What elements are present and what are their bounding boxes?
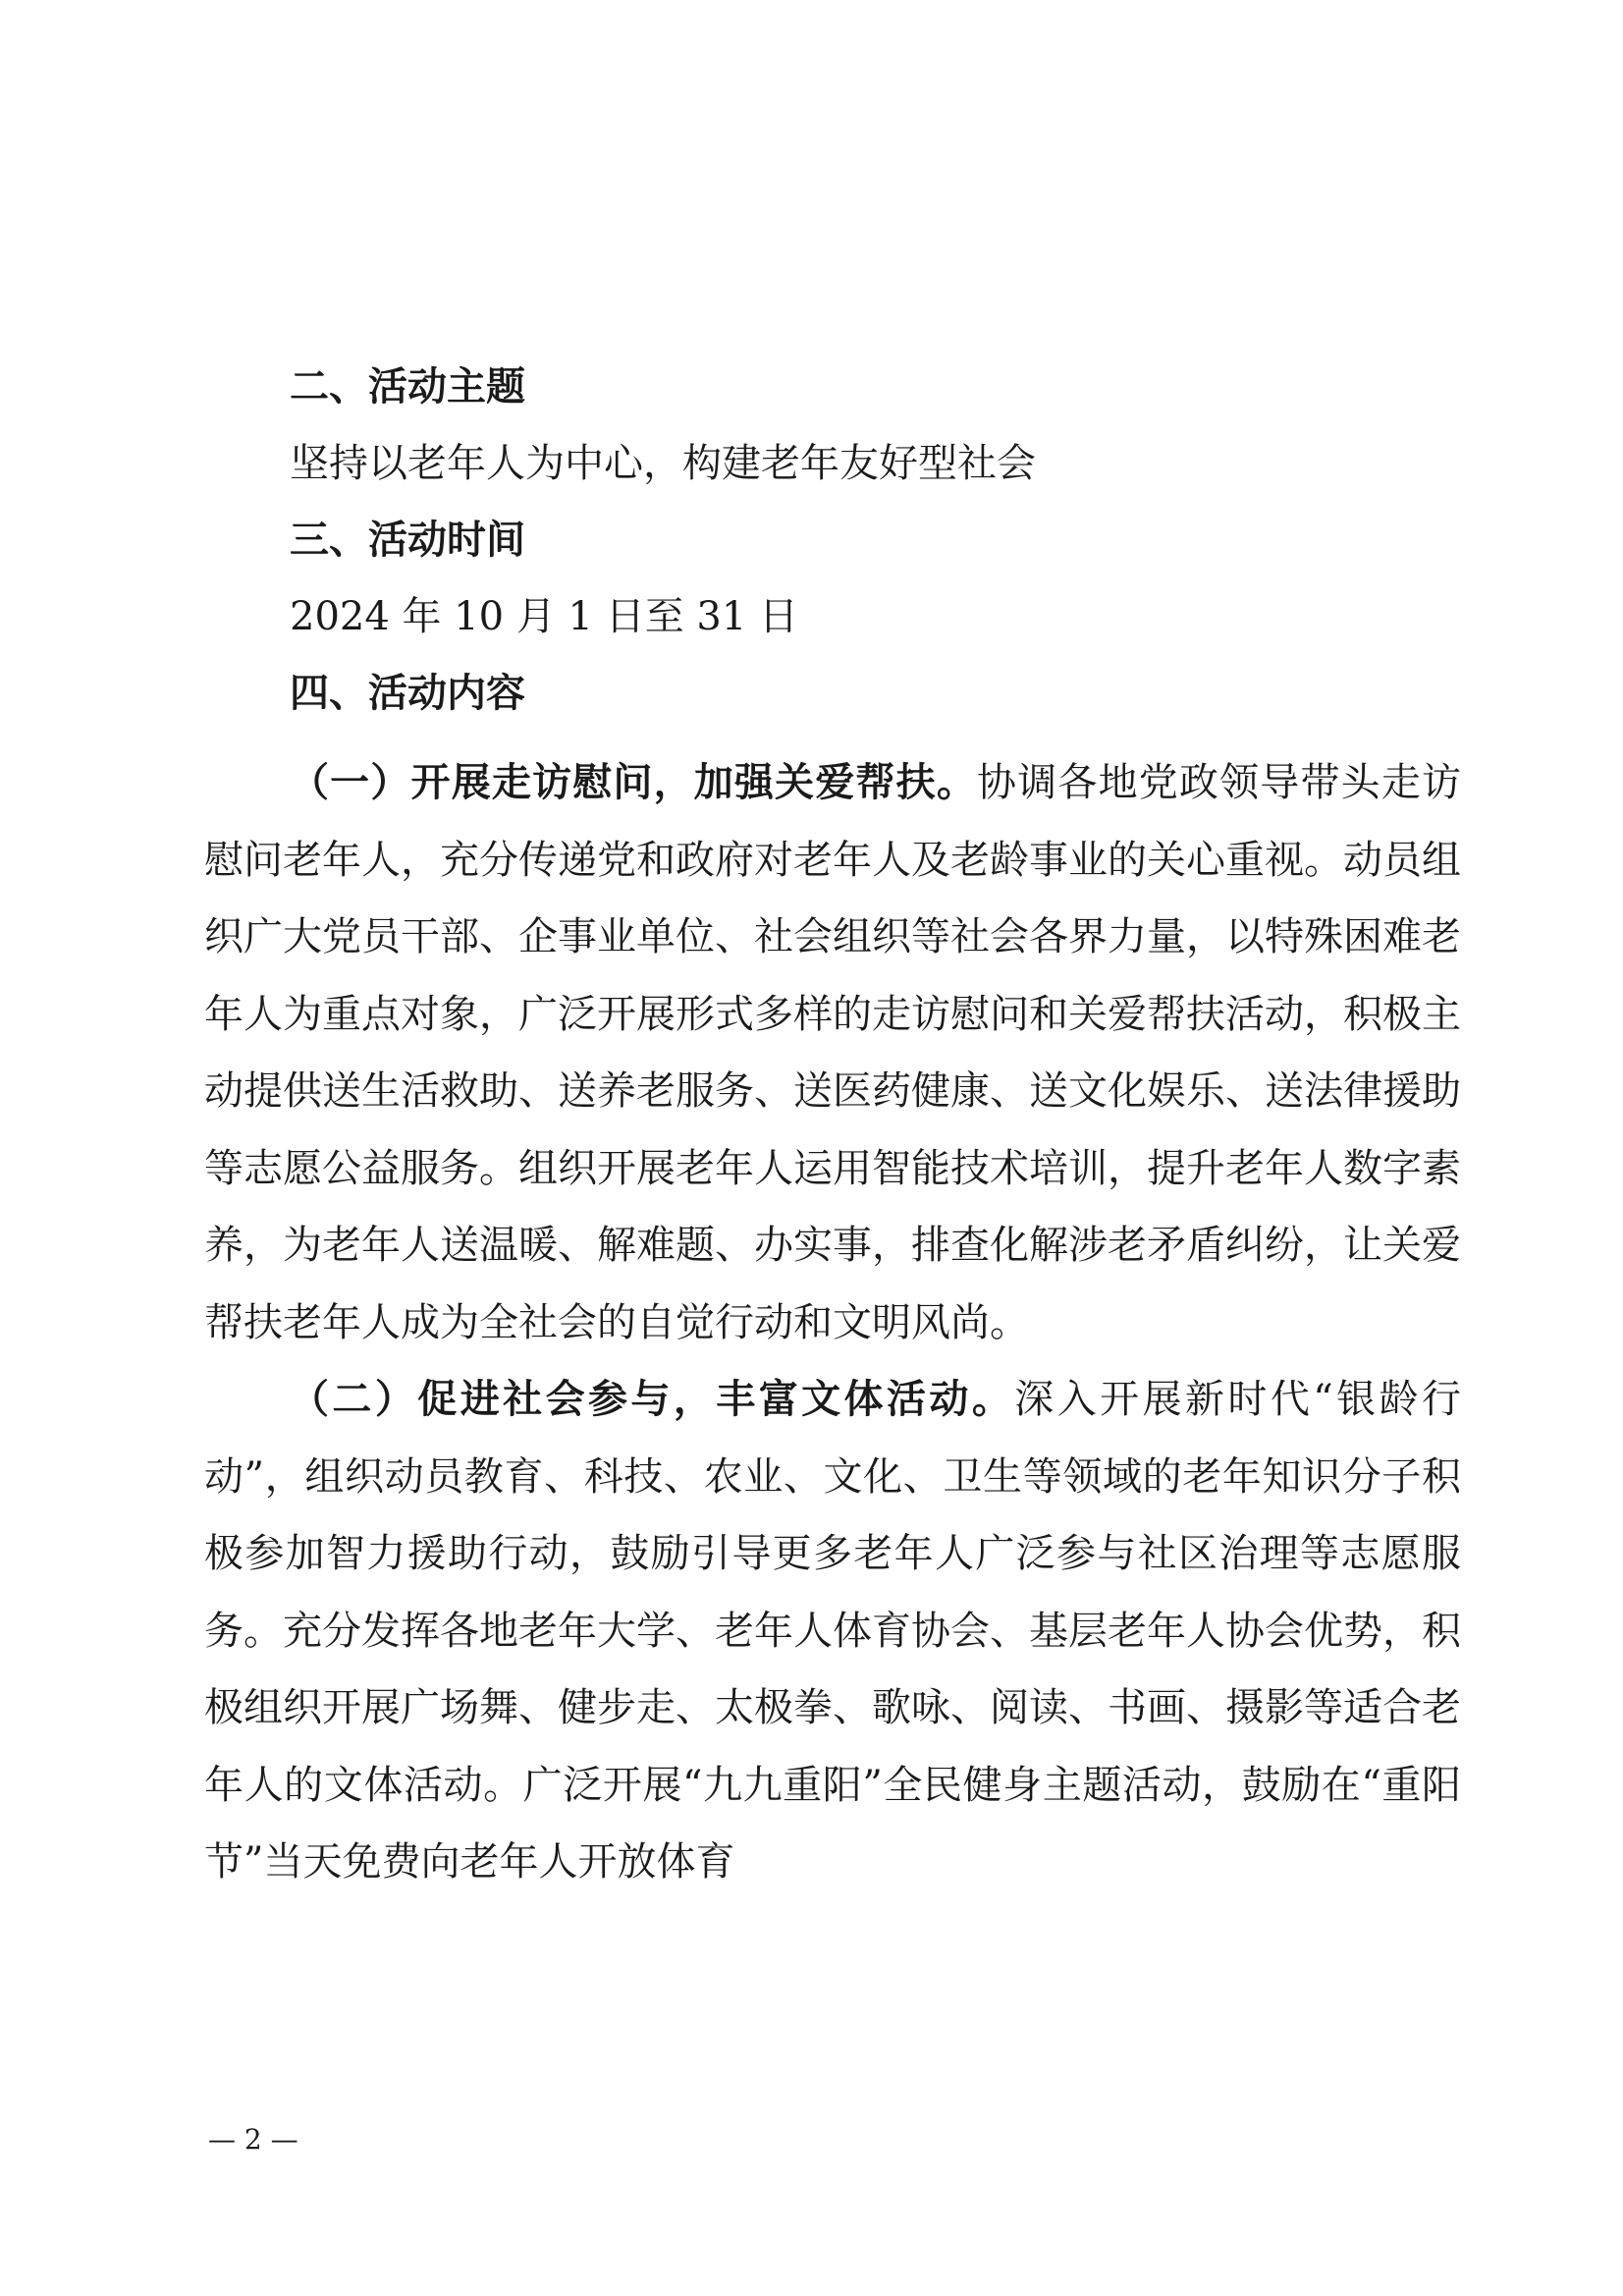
paragraph-participation	[204, 1361, 1461, 1901]
paragraph-visits-body: 协调各地党政领导带头走访慰问老年人，充分传递党和政府对老年人及老龄事业的关心重视。动员组织广大党员干部、企事业单位、社会组织等社会各界力量，以特殊困难老年人为重点对象，广泛开展形式多样的走访慰问和关爱帮扶活动，积极主动提供送生活救助、送养老服务、送医药健康、送文化娱乐、送法律援助等志愿公益服务。组织开展老年人运用智能技术培训，提升老年人数字素养，为老年人送温暖、解难题、办实事，排查化解涉老矛盾纠纷，让关爱帮扶老年人成为全社会的自觉行动和文明风尚。	[204, 760, 1462, 1345]
document-body	[204, 361, 1461, 1901]
section-heading-time: 三、活动时间	[290, 518, 525, 563]
paragraph-visits	[204, 744, 1461, 1361]
paragraph-participation-body: 深入开展新时代“银龄行动”，组织动员教育、科技、农业、文化、卫生等领域的老年知识分子积极参加智力援助行动，鼓励引导更多老年人广泛参与社区治理等志愿服务。充分发挥各地老年大学、老年人体育协会、基层老年人协会优势，积极组织开展广场舞、健步走、太极拳、歌咏、阅读、书画、摄影等适合老年人的文体活动。广泛开展“九九重阳”全民健身主题活动，鼓励在“重阳节”当天免费向老年人开放体育	[204, 1377, 1462, 1885]
section-heading-theme: 二、活动主题	[290, 364, 525, 410]
page-number: — 2 —	[208, 2123, 298, 2156]
paragraph-participation-lead: （二）促进社会参与，丰富文体活动。	[290, 1377, 1015, 1422]
theme-text: 坚持以老年人为中心，构建老年友好型社会	[290, 441, 1036, 486]
paragraph-visits-lead: （一）开展走访慰问，加强关爱帮扶。	[290, 760, 978, 805]
section-heading-content: 四、活动内容	[290, 671, 525, 716]
time-text: 2024 年 10 月 1 日至 31 日	[290, 594, 799, 639]
